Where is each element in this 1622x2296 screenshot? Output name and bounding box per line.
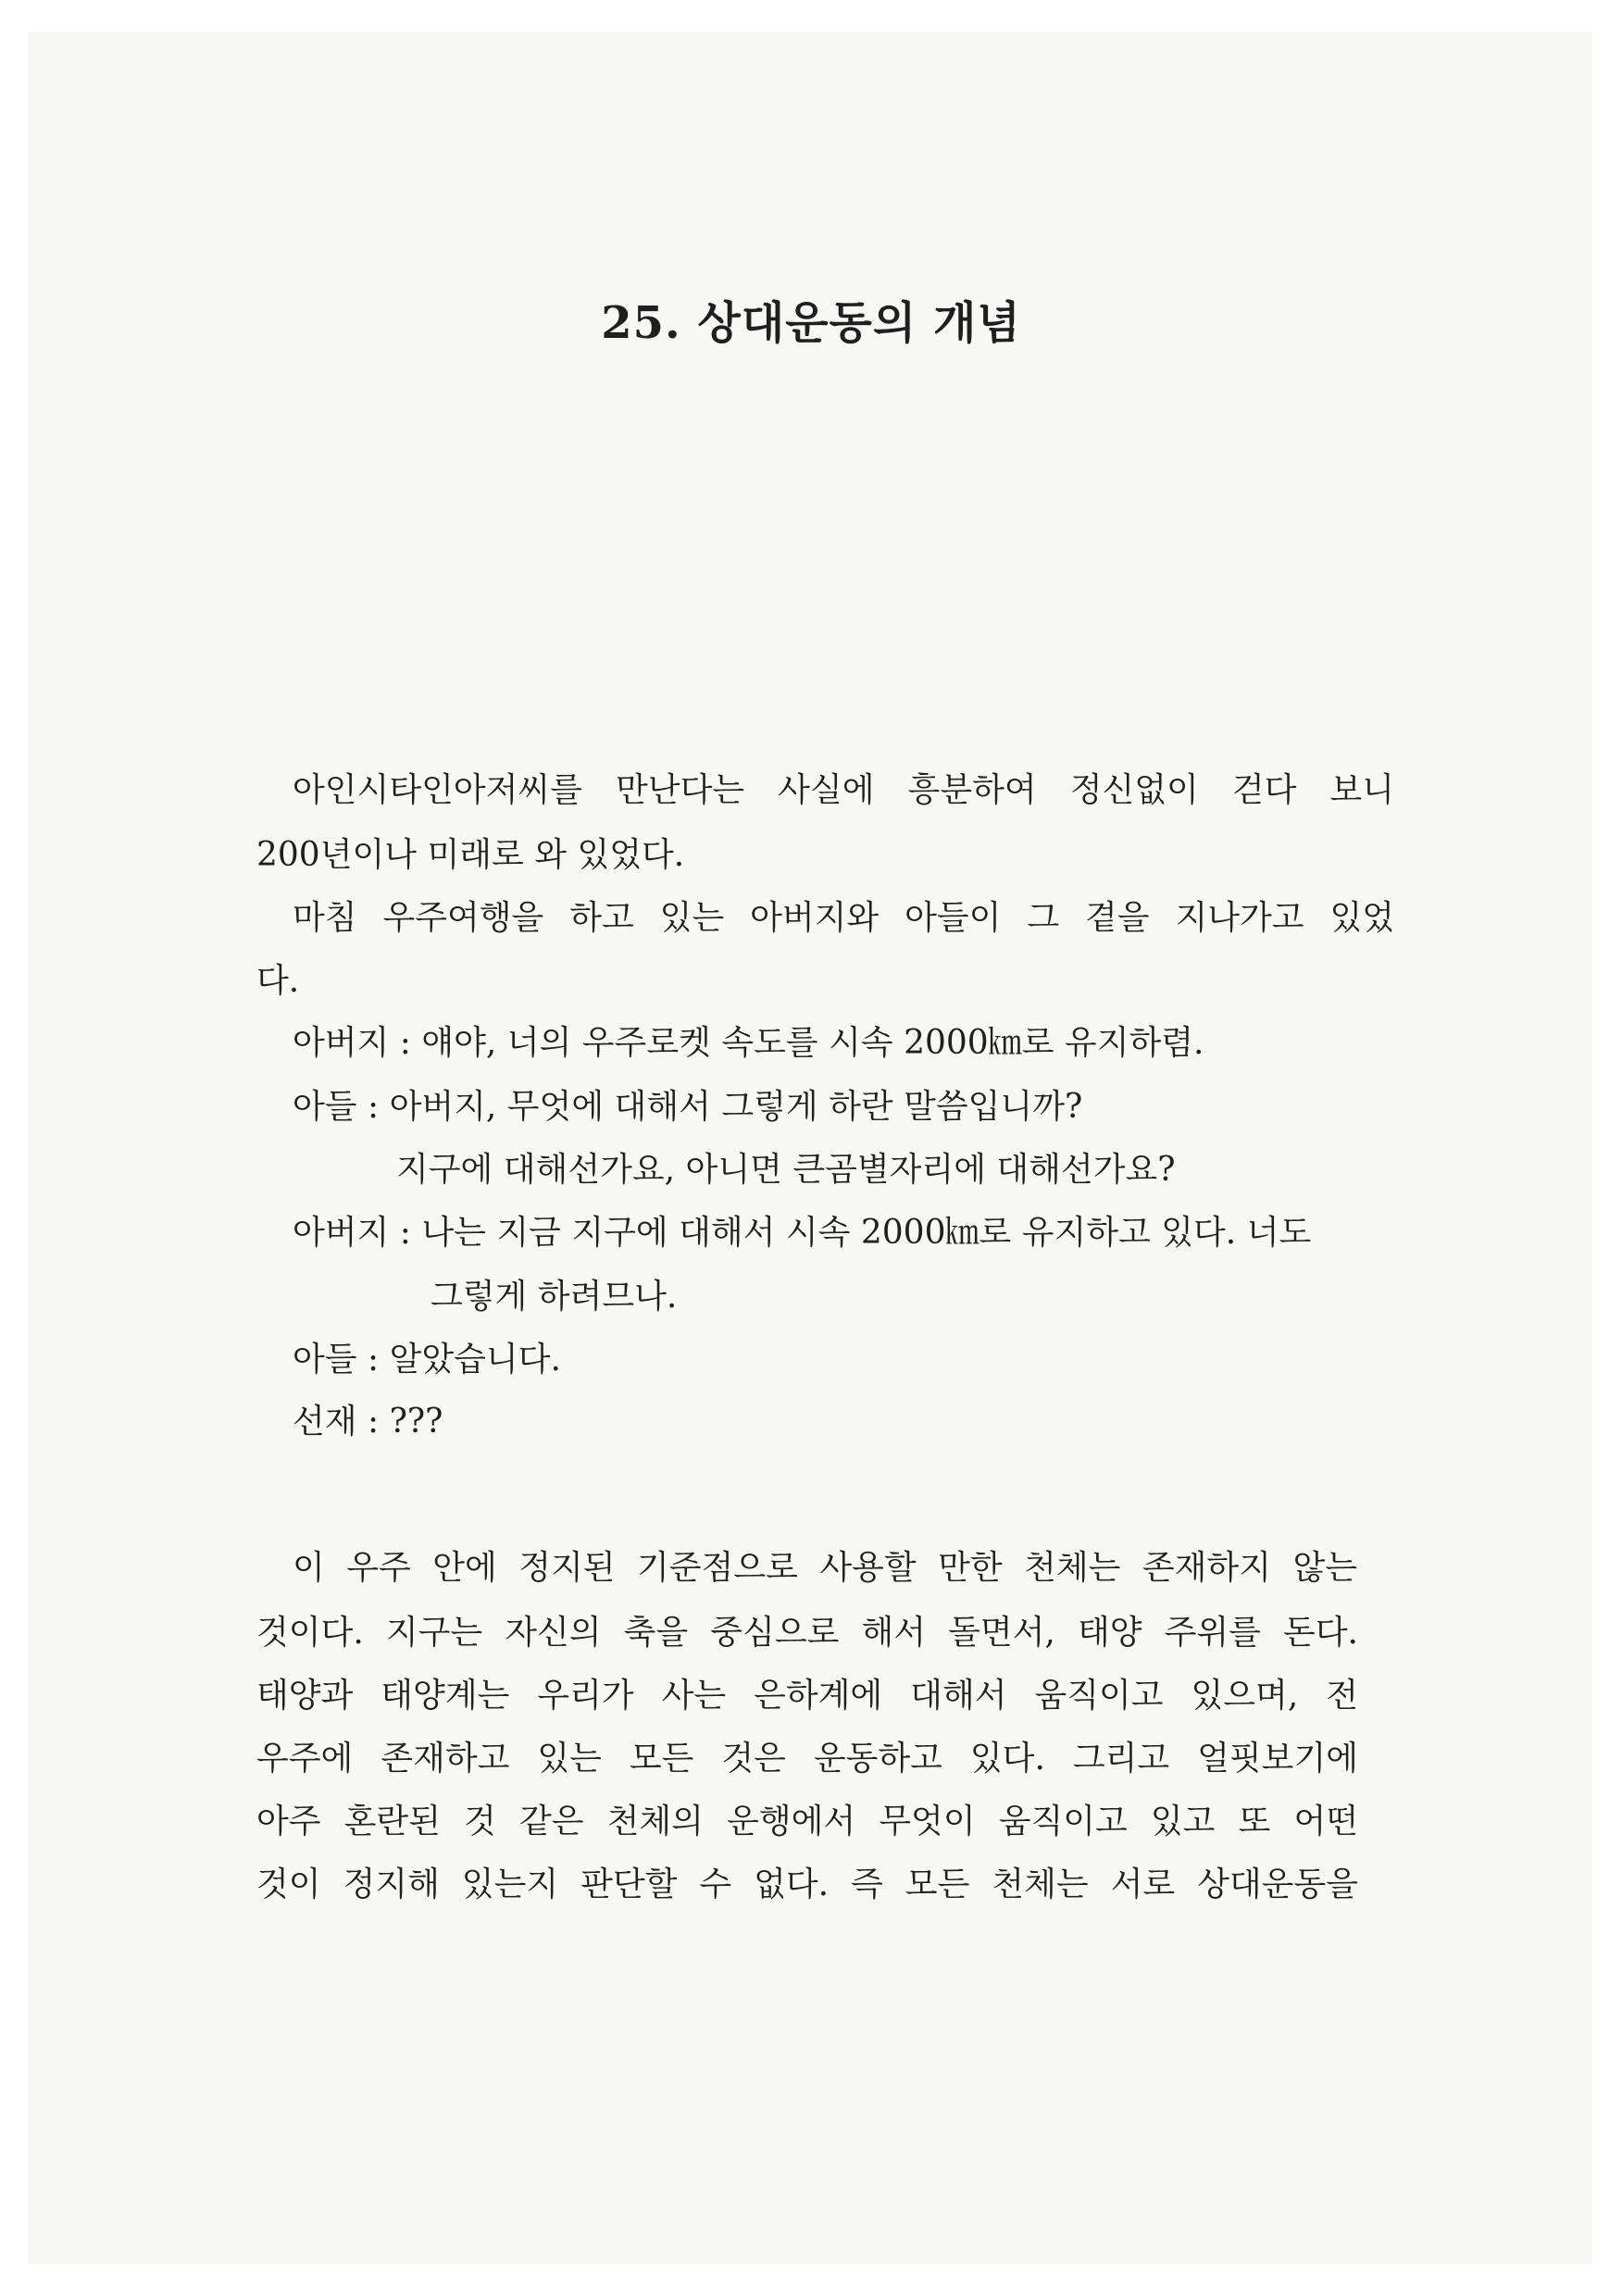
- body-line: 태양과 태양계는 우리가 사는 은하계에 대해서 움직이고 있으며, 전: [256, 1677, 1358, 1715]
- intro-line: 마침 우주여행을 하고 있는 아버지와 아들이 그 곁을 지나가고 있었: [293, 899, 1394, 937]
- dialogue-line: 아버지 : 얘야, 너의 우주로켓 속도를 시속 2000㎞로 유지하렴.: [293, 1024, 1204, 1062]
- intro-line: 200년이나 미래로 와 있었다.: [256, 836, 685, 874]
- body-line: 우주에 존재하고 있는 모든 것은 운동하고 있다. 그리고 얼핏보기에: [256, 1740, 1358, 1778]
- intro-line: 아인시타인아저씨를 만난다는 사실에 흥분하여 정신없이 걷다 보니: [293, 771, 1394, 809]
- dialogue-line: 아들 : 알았습니다.: [293, 1341, 561, 1379]
- body-line: 이 우주 안에 정지된 기준점으로 사용할 만한 천체는 존재하지 않는: [293, 1549, 1357, 1587]
- page-title: 25. 상대운동의 개념: [601, 297, 1021, 349]
- body-line: 것이다. 지구는 자신의 축을 중심으로 해서 돌면서, 태양 주위를 돈다.: [256, 1614, 1358, 1652]
- dialogue-line: 선재 : ???: [293, 1403, 443, 1441]
- body-line: 아주 혼란된 것 같은 천체의 운행에서 무엇이 움직이고 있고 또 어떤: [256, 1803, 1358, 1841]
- dialogue-line: 아들 : 아버지, 무엇에 대해서 그렇게 하란 말씀입니까?: [293, 1088, 1083, 1126]
- intro-line: 다.: [256, 962, 300, 1000]
- dialogue-line: 지구에 대해선가요, 아니면 큰곰별자리에 대해선가요?: [396, 1151, 1176, 1189]
- dialogue-line: 아버지 : 나는 지금 지구에 대해서 시속 2000㎞로 유지하고 있다. 너도: [293, 1214, 1312, 1252]
- dialogue-line: 그렇게 하려므나.: [430, 1278, 678, 1316]
- body-line: 것이 정지해 있는지 판단할 수 없다. 즉 모든 천체는 서로 상대운동을: [256, 1866, 1358, 1903]
